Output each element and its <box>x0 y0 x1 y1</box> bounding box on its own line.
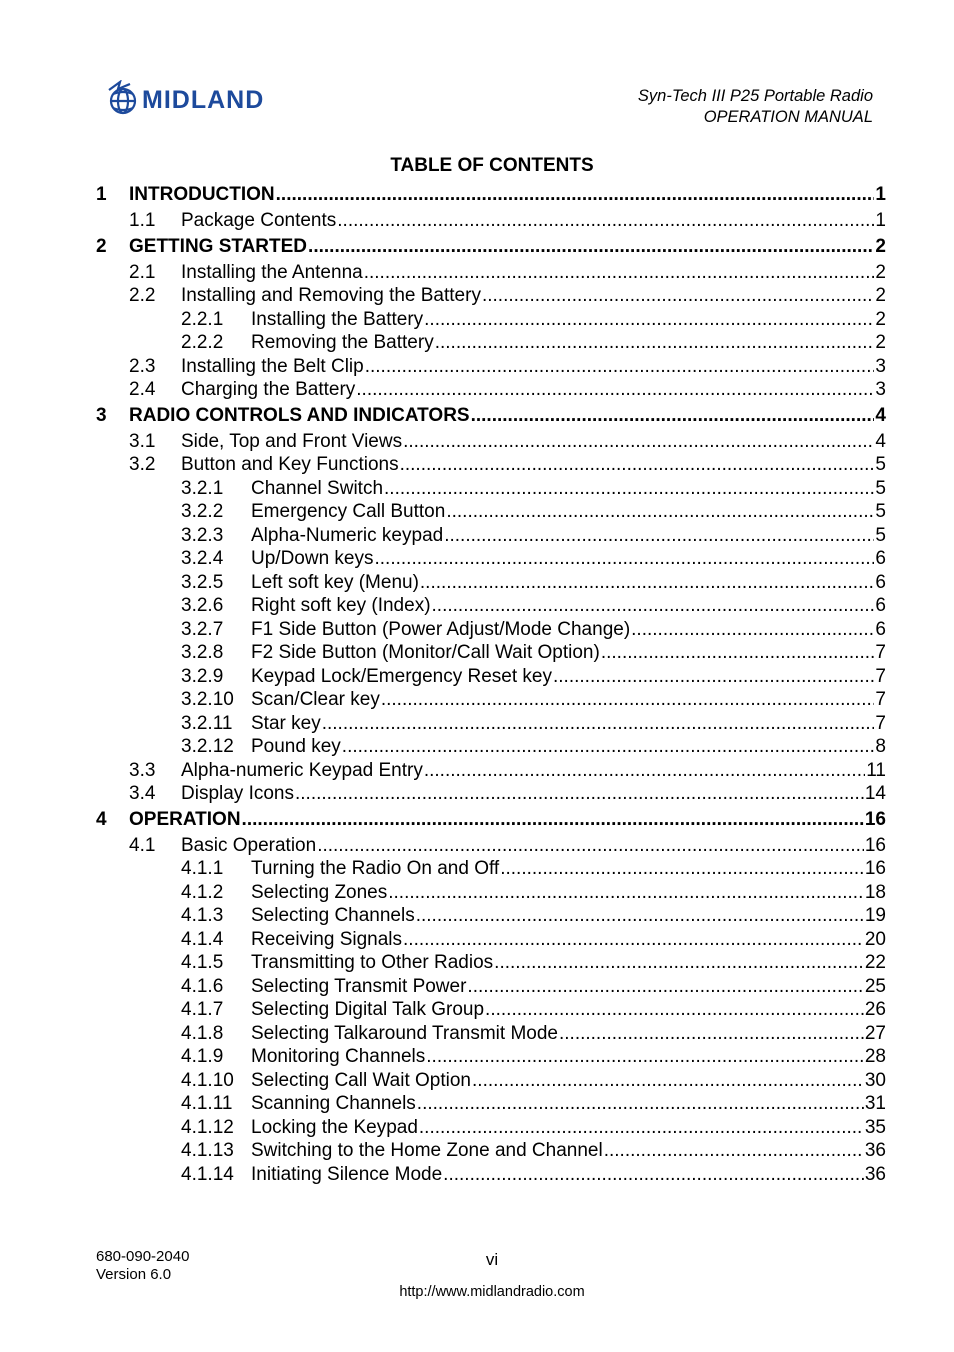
toc-entry-number: 4.1.6 <box>181 975 224 997</box>
toc-entry-title: Basic Operation <box>181 834 317 856</box>
toc-entry-page: 5 <box>875 477 886 499</box>
toc-entry-number: 3.4 <box>129 783 156 804</box>
toc-entry-page: 2 <box>875 235 886 257</box>
toc-entry[interactable] <box>96 759 886 783</box>
toc-entry-page: 6 <box>875 595 886 616</box>
toc-entry-title: Transmitting to Other Radios <box>251 952 494 973</box>
toc-entry-leader <box>356 378 874 402</box>
toc-entry-page: 16 <box>864 808 886 830</box>
toc-entry-number: 4.1.13 <box>181 1140 234 1161</box>
toc-entry-title: Up/Down keys <box>251 548 374 569</box>
globe-icon <box>106 80 140 120</box>
toc-entry[interactable] <box>96 209 886 233</box>
toc-entry-page: 6 <box>875 548 886 569</box>
toc-entry-title: Selecting Talkaround Transmit Mode <box>251 1022 558 1044</box>
toc-entry[interactable] <box>96 712 886 736</box>
toc-entry-leader <box>276 181 875 209</box>
toc-entry-leader <box>375 547 875 571</box>
toc-entry-leader <box>295 782 864 806</box>
toc-entry-number: 3.2.10 <box>181 689 234 710</box>
toc-entry-title: Initiating Silence Mode <box>251 1163 443 1185</box>
toc-entry[interactable] <box>96 233 886 261</box>
toc-entry-number: 3.1 <box>129 430 156 452</box>
toc-entry-page: 7 <box>875 665 886 687</box>
toc-entry-page: 3 <box>875 379 886 400</box>
toc-entry-number: 3.2.6 <box>181 595 224 616</box>
toc-entry-title: Display Icons <box>181 783 294 804</box>
toc-entry-page: 5 <box>875 454 886 475</box>
toc-entry-title: Installing and Removing the Battery <box>181 285 481 306</box>
toc-entry-title: Keypad Lock/Emergency Reset key <box>251 665 552 687</box>
toc-entry-title: Turning the Radio On and Off <box>251 858 500 879</box>
toc-entry[interactable] <box>96 928 886 952</box>
toc-entry-number: 3.2.3 <box>181 524 224 546</box>
toc-entry-title: Star key <box>251 712 321 734</box>
table-of-contents <box>96 181 886 1186</box>
toc-entry-title: Removing the Battery <box>251 332 434 353</box>
toc-entry[interactable] <box>96 402 886 430</box>
toc-entry[interactable] <box>96 477 886 501</box>
document-number: 680-090-2040 <box>96 1248 190 1265</box>
toc-entry-leader <box>485 998 864 1022</box>
toc-entry-leader <box>467 975 863 999</box>
toc-entry-page: 26 <box>864 999 886 1020</box>
toc-entry-page: 16 <box>864 858 886 879</box>
toc-entry-leader <box>308 233 874 261</box>
toc-entry-number: 2.2.1 <box>181 308 224 330</box>
toc-entry-leader <box>400 453 875 477</box>
toc-entry[interactable] <box>96 430 886 454</box>
toc-entry-leader <box>472 1069 864 1093</box>
toc-entry-page: 28 <box>864 1046 886 1067</box>
toc-entry[interactable] <box>96 688 886 712</box>
toc-entry[interactable] <box>96 1022 886 1046</box>
document-version: Version 6.0 <box>96 1266 172 1283</box>
toc-entry-page: 6 <box>875 571 886 593</box>
toc-entry[interactable] <box>96 524 886 548</box>
toc-entry-leader <box>435 331 875 355</box>
toc-entry-number: 3.2.2 <box>181 501 224 522</box>
toc-entry-title: Left soft key (Menu) <box>251 571 419 593</box>
toc-entry[interactable] <box>96 453 886 477</box>
toc-entry-leader <box>604 1139 864 1163</box>
toc-entry-title: Emergency Call Button <box>251 501 446 522</box>
toc-entry-leader <box>420 571 875 595</box>
toc-entry-leader <box>424 759 865 783</box>
toc-entry[interactable] <box>96 735 886 759</box>
toc-entry-title: Selecting Call Wait Option <box>251 1069 472 1091</box>
toc-entry-number: 2.3 <box>129 355 156 377</box>
toc-entry[interactable] <box>96 500 886 524</box>
toc-entry-page: 2 <box>875 332 886 353</box>
toc-entry-page: 5 <box>875 501 886 522</box>
toc-entry-number: 3.2.12 <box>181 736 234 757</box>
toc-entry-title: Installing the Belt Clip <box>181 355 364 377</box>
toc-entry-number: 4.1.9 <box>181 1046 224 1067</box>
toc-entry-page: 18 <box>864 881 886 903</box>
toc-entry-leader <box>381 688 875 712</box>
toc-entry-page: 6 <box>875 618 886 640</box>
toc-entry-page: 16 <box>864 834 886 856</box>
toc-entry-leader <box>482 284 874 308</box>
toc-entry[interactable] <box>96 881 886 905</box>
toc-entry-leader <box>322 712 875 736</box>
toc-entry-number: 4.1.8 <box>181 1022 224 1044</box>
toc-entry-title: GETTING STARTED <box>129 235 308 257</box>
toc-entry-title: Selecting Digital Talk Group <box>251 999 485 1020</box>
toc-entry-leader <box>444 524 874 548</box>
toc-entry-leader <box>403 430 874 454</box>
toc-entry-page: 27 <box>864 1022 886 1044</box>
toc-entry-number: 2 <box>96 235 107 257</box>
toc-entry-leader <box>553 665 874 689</box>
toc-entry-page: 31 <box>864 1093 886 1114</box>
toc-entry-leader <box>500 857 864 881</box>
toc-entry-number: 4.1.11 <box>181 1093 233 1114</box>
toc-entry-title: Side, Top and Front Views <box>181 430 403 452</box>
toc-entry-number: 1.1 <box>129 210 156 231</box>
toc-entry-leader <box>388 881 864 905</box>
toc-entry[interactable] <box>96 331 886 355</box>
toc-entry-number: 3 <box>96 404 107 426</box>
toc-entry-title: Alpha-Numeric keypad <box>251 524 444 546</box>
toc-entry[interactable] <box>96 806 886 834</box>
document-title: Syn-Tech III P25 Portable Radio <box>637 87 873 105</box>
toc-entry-page: 20 <box>864 928 886 950</box>
toc-entry[interactable] <box>96 641 886 665</box>
toc-entry-title: Receiving Signals <box>251 928 403 950</box>
toc-entry[interactable] <box>96 618 886 642</box>
toc-entry-page: 25 <box>864 975 886 997</box>
toc-entry-leader <box>242 806 864 834</box>
toc-entry-page: 35 <box>864 1116 886 1138</box>
toc-entry-page: 8 <box>875 736 886 757</box>
toc-entry-leader <box>443 1163 864 1187</box>
toc-entry-leader <box>337 209 874 233</box>
toc-entry[interactable] <box>96 261 886 285</box>
toc-entry[interactable] <box>96 571 886 595</box>
toc-entry-title: Channel Switch <box>251 477 384 499</box>
toc-entry-page: 7 <box>875 642 886 663</box>
document-subtitle: OPERATION MANUAL <box>703 108 873 126</box>
toc-entry-number: 3.2.8 <box>181 642 224 663</box>
toc-entry-page: 4 <box>875 430 886 452</box>
toc-entry-number: 2.4 <box>129 379 156 400</box>
toc-entry-number: 1 <box>96 184 107 205</box>
toc-entry-leader <box>419 1116 864 1140</box>
toc-entry-title: Monitoring Channels <box>251 1046 426 1067</box>
toc-entry-number: 4.1.12 <box>181 1116 234 1138</box>
toc-entry[interactable] <box>96 355 886 379</box>
toc-entry[interactable] <box>96 1092 886 1116</box>
toc-entry[interactable] <box>96 1045 886 1069</box>
toc-entry-title: Selecting Channels <box>251 905 415 926</box>
toc-entry-page: 36 <box>864 1163 886 1185</box>
toc-entry-number: 4.1.14 <box>181 1163 234 1185</box>
toc-entry-leader <box>416 904 864 928</box>
logo-wordmark: MIDLAND <box>142 85 265 114</box>
toc-entry-number: 4.1.4 <box>181 928 224 950</box>
toc-entry-number: 4.1.3 <box>181 905 224 926</box>
toc-entry-number: 4.1.7 <box>181 999 224 1020</box>
toc-entry-page: 2 <box>875 285 886 306</box>
toc-entry-leader <box>471 402 875 430</box>
document-header <box>638 86 873 128</box>
toc-entry-number: 3.2 <box>129 454 156 475</box>
toc-entry-number: 3.2.9 <box>181 665 224 687</box>
toc-entry-number: 4.1.2 <box>181 881 224 903</box>
toc-entry-page: 2 <box>875 308 886 330</box>
toc-entry-title: F1 Side Button (Power Adjust/Mode Change) <box>251 618 631 640</box>
toc-entry-title: Pound key <box>251 736 341 757</box>
toc-entry[interactable] <box>96 834 886 858</box>
toc-entry-title: Charging the Battery <box>181 379 356 400</box>
toc-entry-number: 3.2.11 <box>181 712 233 734</box>
toc-entry[interactable] <box>96 1139 886 1163</box>
toc-entry[interactable] <box>96 998 886 1022</box>
toc-entry[interactable] <box>96 594 886 618</box>
toc-entry-number: 4.1 <box>129 834 156 856</box>
toc-entry-page: 36 <box>864 1140 886 1161</box>
toc-entry-page: 5 <box>875 524 886 546</box>
toc-entry-number: 4.1.10 <box>181 1069 234 1091</box>
toc-entry-number: 2.2.2 <box>181 332 224 353</box>
toc-entry-title: RADIO CONTROLS AND INDICATORS <box>129 404 470 426</box>
toc-entry-page: 22 <box>864 952 886 973</box>
toc-entry-title: Locking the Keypad <box>251 1116 418 1138</box>
toc-entry[interactable] <box>96 284 886 308</box>
toc-entry-leader <box>446 500 874 524</box>
toc-entry-number: 3.2.7 <box>181 618 224 640</box>
toc-entry-page: 1 <box>875 210 886 231</box>
toc-entry[interactable] <box>96 975 886 999</box>
toc-entry[interactable] <box>96 378 886 402</box>
toc-entry-page: 30 <box>864 1069 886 1091</box>
toc-entry-leader <box>432 594 875 618</box>
toc-entry-page: 11 <box>866 759 886 781</box>
toc-entry[interactable] <box>96 181 886 209</box>
toc-entry-number: 3.2.4 <box>181 548 224 569</box>
toc-entry-title: Installing the Antenna <box>181 261 363 283</box>
toc-entry-number: 4.1.5 <box>181 952 224 973</box>
toc-entry-leader <box>364 261 875 285</box>
toc-entry-title: OPERATION <box>129 808 241 830</box>
toc-entry-leader <box>426 1045 864 1069</box>
toc-entry[interactable] <box>96 904 886 928</box>
toc-entry-leader <box>601 641 875 665</box>
toc-entry-leader <box>342 735 875 759</box>
toc-entry-title: Package Contents <box>181 210 337 231</box>
toc-entry-title: Installing the Battery <box>251 308 424 330</box>
toc-heading: TABLE OF CONTENTS <box>390 155 594 176</box>
toc-entry-leader <box>365 355 875 379</box>
toc-entry-title: Scan/Clear key <box>251 689 380 710</box>
toc-entry-title: INTRODUCTION <box>129 184 275 205</box>
toc-entry-title: Button and Key Functions <box>181 454 399 475</box>
toc-entry-number: 3.3 <box>129 759 156 781</box>
toc-entry-leader <box>403 928 864 952</box>
toc-entry-title: Right soft key (Index) <box>251 595 431 616</box>
toc-entry-page: 4 <box>875 404 886 426</box>
toc-entry-number: 4 <box>96 808 107 830</box>
toc-entry-title: F2 Side Button (Monitor/Call Wait Option) <box>251 642 600 663</box>
toc-entry-title: Switching to the Home Zone and Channel <box>251 1140 603 1161</box>
toc-entry-title: Selecting Transmit Power <box>251 975 467 997</box>
toc-entry-leader <box>417 1092 864 1116</box>
toc-entry-leader <box>494 951 864 975</box>
toc-entry[interactable] <box>96 1069 886 1093</box>
toc-entry-number: 3.2.1 <box>181 477 224 499</box>
toc-entry-page: 7 <box>875 712 886 734</box>
toc-entry-leader <box>424 308 874 332</box>
toc-entry[interactable] <box>96 782 886 806</box>
toc-entry-page: 3 <box>875 355 886 377</box>
toc-entry-number: 4.1.1 <box>181 858 224 879</box>
toc-entry-leader <box>559 1022 864 1046</box>
toc-entry[interactable] <box>96 1163 886 1187</box>
toc-entry-number: 2.1 <box>129 261 156 283</box>
toc-entry-page: 7 <box>875 689 886 710</box>
toc-entry-leader <box>317 834 864 858</box>
toc-entry-title: Selecting Zones <box>251 881 388 903</box>
midland-logo <box>106 78 264 122</box>
footer-url: http://www.midlandradio.com <box>399 1284 585 1300</box>
toc-entry[interactable] <box>96 665 886 689</box>
toc-entry[interactable] <box>96 1116 886 1140</box>
toc-entry-page: 19 <box>864 905 886 926</box>
toc-entry-page: 1 <box>875 184 886 205</box>
toc-entry-number: 3.2.5 <box>181 571 224 593</box>
toc-entry-leader <box>631 618 874 642</box>
toc-entry[interactable] <box>96 547 886 571</box>
toc-entry-leader <box>384 477 874 501</box>
page-number: vi <box>485 1250 499 1269</box>
toc-entry-title: Alpha-numeric Keypad Entry <box>181 759 423 781</box>
toc-entry-number: 2.2 <box>129 285 156 306</box>
toc-entry[interactable] <box>96 857 886 881</box>
toc-entry-page: 14 <box>864 783 886 804</box>
toc-entry-title: Scanning Channels <box>251 1093 416 1114</box>
toc-entry[interactable] <box>96 308 886 332</box>
toc-entry[interactable] <box>96 951 886 975</box>
toc-entry-page: 2 <box>875 261 886 283</box>
